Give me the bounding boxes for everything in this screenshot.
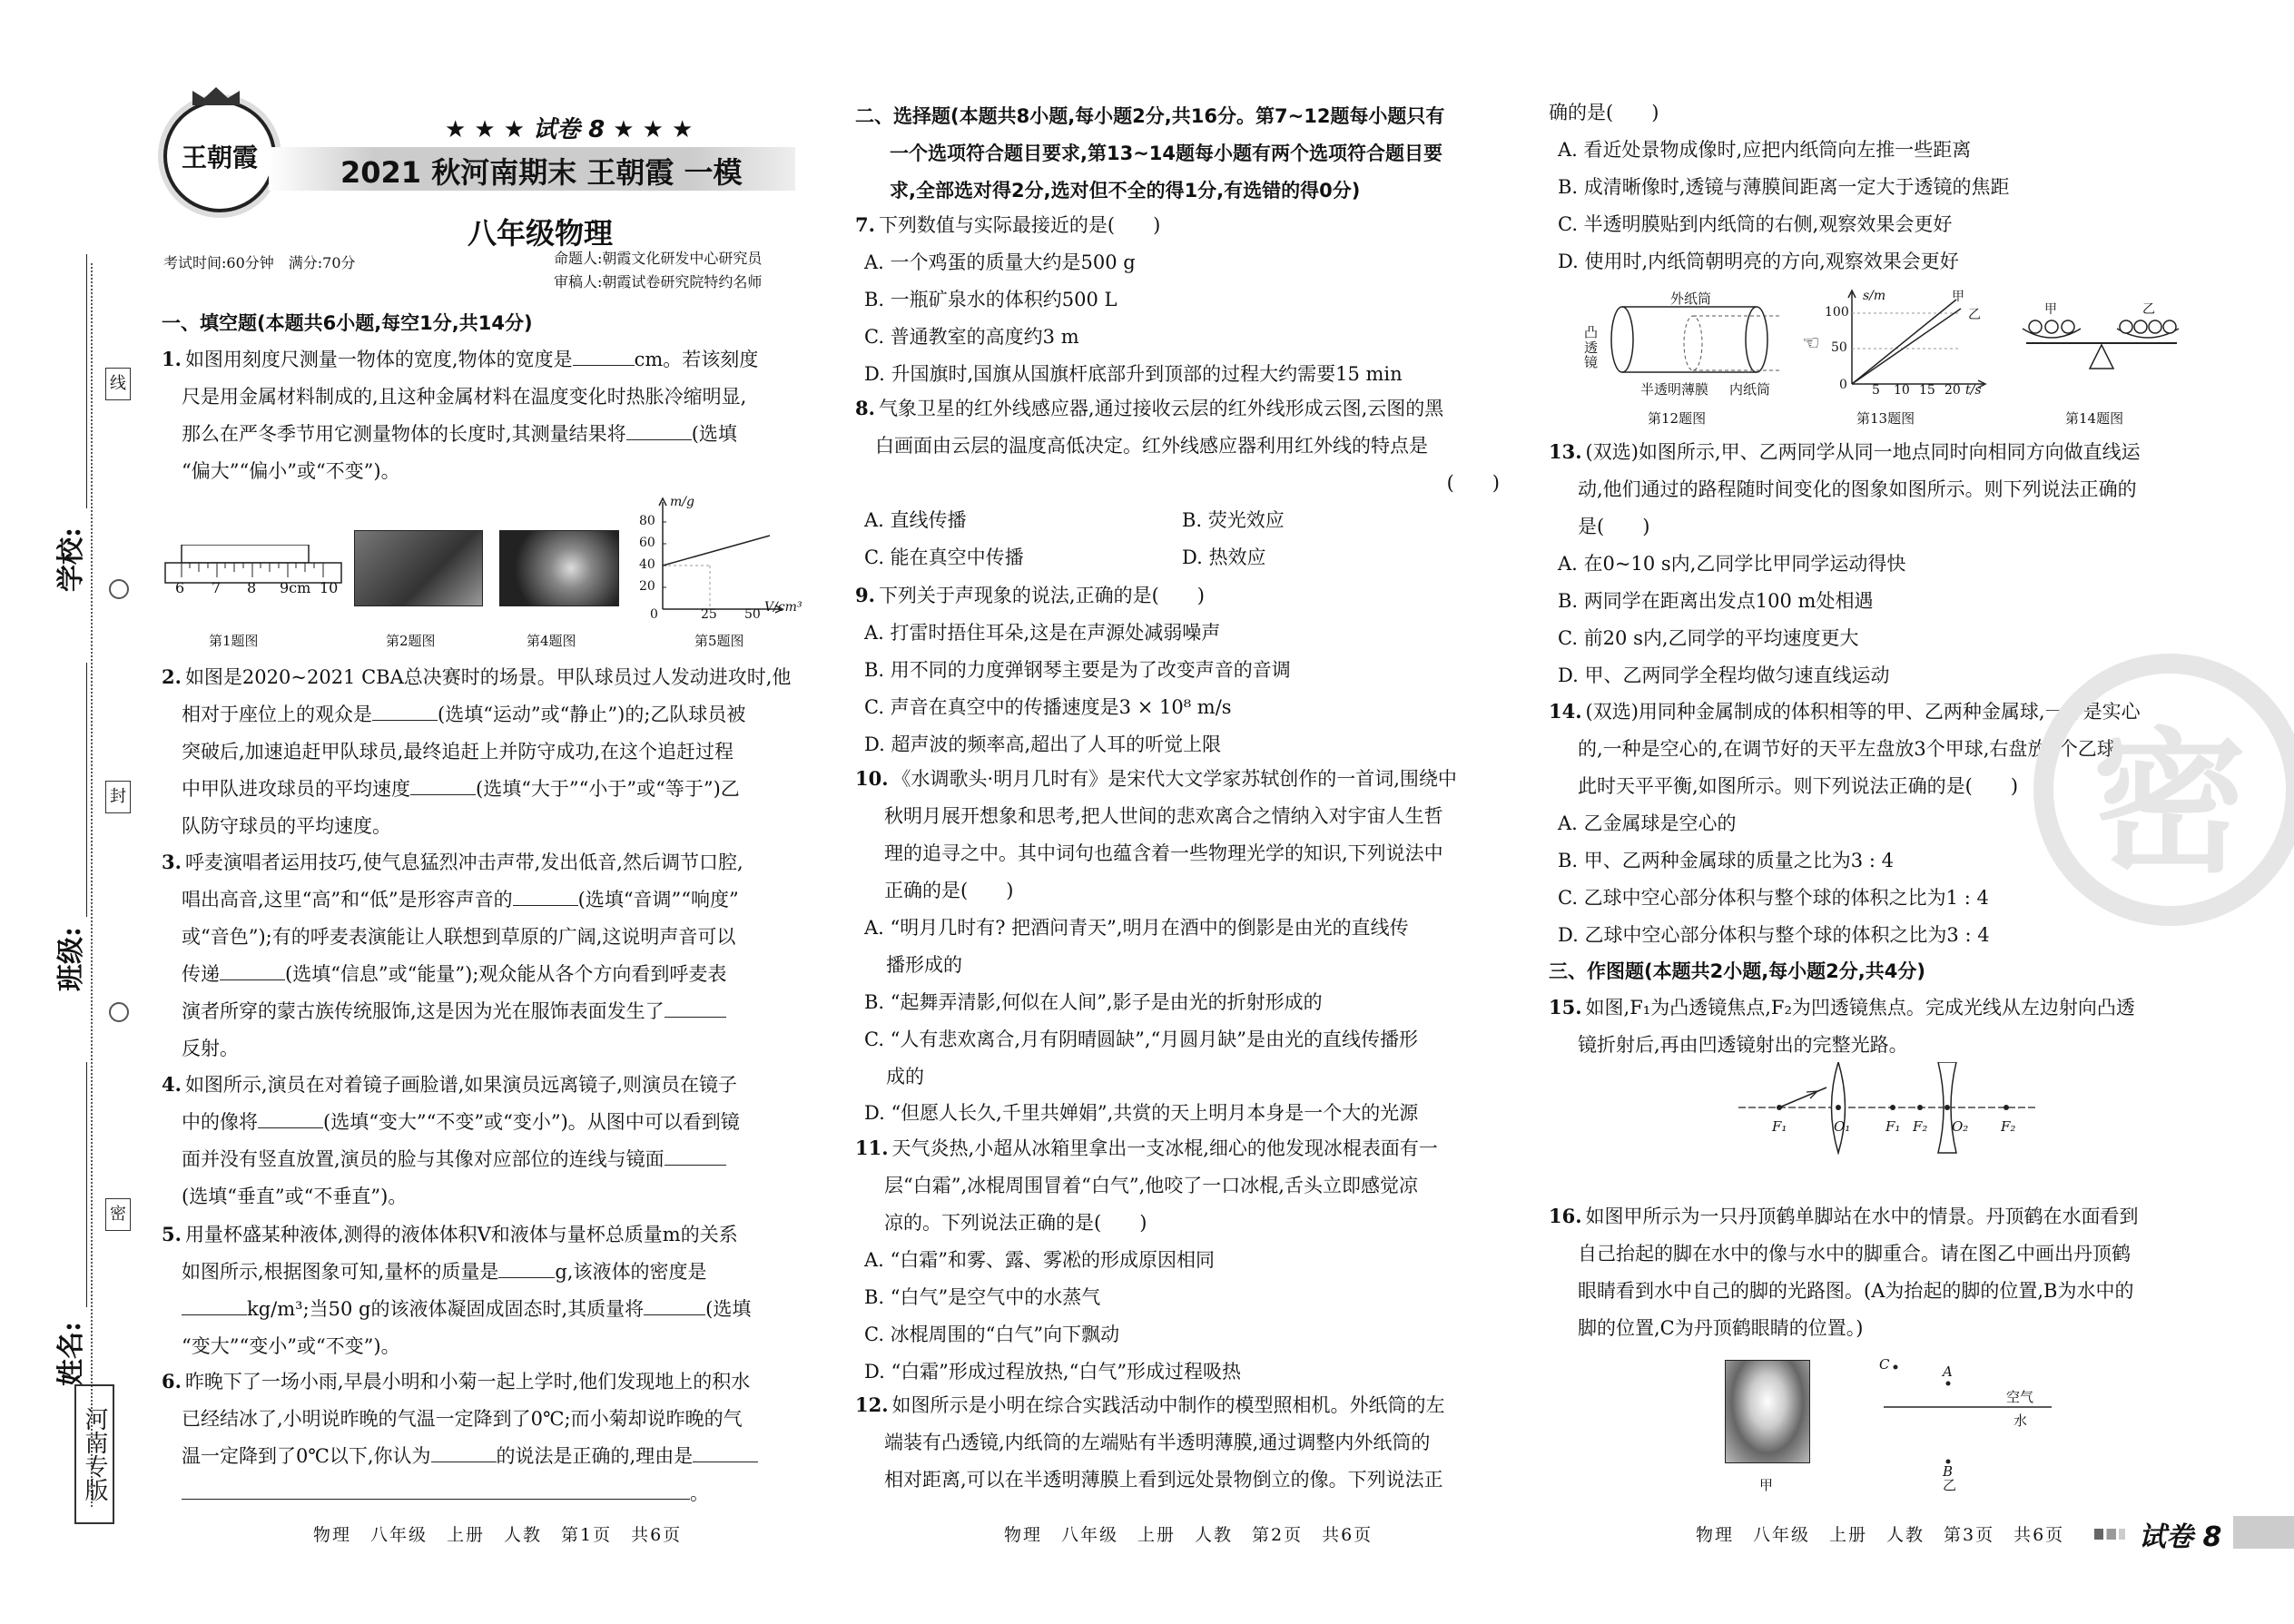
- caption-fig12: 第12题图: [1648, 410, 1707, 427]
- exam-time-score: 考试时间:60分钟 满分:70分: [163, 254, 356, 271]
- answer-blank[interactable]: [644, 1298, 705, 1315]
- question-15: 15. 如图,F₁为凸透镜焦点,F₂为凹透镜焦点。完成光线从左边射向凸透 镜折射后,再由凹透镜射出的完整光路。: [1549, 996, 2135, 1056]
- question-13: 13. (双选)如图所示,甲、乙两同学从同一地点同时向相同方向做直线运 动,他们通过的路程随时间变化的图象如图所示。则下列说法正确的 是( ) A. 在0~10 s内,乙同学比甲同学运动得快 B. 两同学在距离出发点100 m处相遇 C. 前20 s内,乙同学的平均速度更大 D. 甲、乙两同学全程均做匀速直线运动: [1549, 434, 2202, 694]
- exam-title: 2021 秋河南期末 王朝霞 一模: [340, 155, 743, 190]
- answer-blank[interactable]: [431, 1445, 497, 1462]
- density-graph: m/g 80 60 40 20 0 25 50 V/cm³: [639, 495, 802, 622]
- question-4: 4. 如图所示,演员在对着镜子画脸谱,如果演员远离镜子,则演员在镜子 中的像将 (选填“变大”“不变”或“变小”)。从图中可以看到镜 面并没有竖直放置,演员的脸与其像对应部位的连线与镜面 (选填“垂直”或“不垂直”)。: [162, 1073, 740, 1207]
- option-b[interactable]: B. 甲、乙两种金属球的质量之比为3 : 4: [1558, 849, 1894, 871]
- caption-fig4: 第4题图: [527, 633, 576, 649]
- section-choice: 二、选择题(本题共8小题,每小题2分,共16分。第7~12题每小题只有 一个选项符合题目要求,第13~14题每小题有两个选项符合题目要 求,全部选对得2分,选对但不全的得1分,有选错的得0分): [855, 105, 1445, 202]
- option-b[interactable]: B. 两同学在距离出发点100 m处相遇: [1558, 589, 1874, 612]
- brand-logo-text: 王朝霞: [181, 143, 258, 172]
- name-label: 姓名:: [55, 1321, 87, 1386]
- seal-label-line: 线: [105, 368, 131, 400]
- answer-blank[interactable]: [182, 1298, 247, 1315]
- answer-blank[interactable]: [498, 1261, 555, 1278]
- crane-photo: [1725, 1360, 1810, 1463]
- option-a[interactable]: A. 看近处景物成像时,应把内纸筒向左推一些距离: [1558, 138, 1972, 161]
- option-a[interactable]: A. 乙金属球是空心的: [1558, 812, 1737, 834]
- school-label: 学校:: [55, 527, 87, 592]
- crane-caption-jia: 甲: [1759, 1477, 1774, 1493]
- question-1: 1. 如图用刻度尺测量一物体的宽度,物体的宽度是 cm。若该刻度 尺是用金属材料制成的,且这种金属材料在温度变化时热胀冷缩明显, 那么在严冬季节用它测量物体的长度时,其测量结果将 (选填 “偏大”“偏小”或“不变”)。: [162, 348, 759, 482]
- seal-label-seal: 封: [105, 781, 131, 813]
- option-c[interactable]: C. 冰棍周围的“白气”向下飘动: [864, 1323, 1120, 1345]
- question-11: 11. 天气炎热,小超从冰箱里拿出一支冰棍,细心的他发现冰棍表面有一 层“白霜”,冰棍周围冒着“白气”,他咬了一口冰棍,舌头立即感觉凉 凉的。下列说法正确的是( ) A. “白霜”和雾、露、雾凇的形成原因相同 B. “白气”是空气中的水蒸气 C. 冰棍周围的“白气”向下飘动 D. “白霜”形成过程放热,“白气”形成过程吸热: [855, 1130, 1509, 1391]
- basketball-photo: [354, 530, 483, 606]
- answer-blank[interactable]: [220, 963, 285, 980]
- footer-tag-bar: [2233, 1516, 2294, 1549]
- st-graph: s/m 100 50 0 5 10 15 20 t/s 甲 乙: [1825, 289, 2006, 398]
- question-9: 9. 下列关于声现象的说法,正确的是( ) A. 打雷时捂住耳朵,这是在声源处减弱噪声 B. 用不同的力度弹钢琴主要是为了改变声音的音调 C. 声音在真空中的传播速度是3 × 10⁸ m/s D. 超声波的频率高,超出了人耳的听觉上限: [855, 577, 1509, 763]
- footer-squares-icon: [2094, 1529, 2125, 1540]
- brand-logo: [163, 100, 276, 212]
- binding-hole-icon: [109, 579, 129, 599]
- option-c[interactable]: C. 前20 s内,乙同学的平均速度更大: [1558, 626, 1859, 649]
- crane-diagram[interactable]: C A B 空气 水: [1879, 1356, 2034, 1480]
- option-b[interactable]: B. 成清晰像时,透镜与薄膜间距离一定大于透镜的焦距: [1558, 175, 2010, 198]
- caption-fig14: 第14题图: [2065, 410, 2124, 427]
- section-drawing: 三、作图题(本题共2小题,每小题2分,共4分): [1549, 960, 1925, 982]
- lens-diagram[interactable]: F₁ O₁ F₁ F₂ O₂ F₂: [1734, 1062, 2043, 1162]
- question-5: 5. 用量杯盛某种液体,测得的液体体积V和液体与量杯总质量m的关系 如图所示,根据图象可知,量杯的质量是 g,该液体的密度是 kg/m³;当50 g的该液体凝固成固态时,其质量将 (选填 “变大”“变小”或“不变”)。: [162, 1223, 752, 1357]
- answer-blank[interactable]: [665, 1148, 726, 1166]
- question-8: 8. 气象卫星的红外线感应器,通过接收云层的红外线形成云图,云图的黑 白画面由云层的温度高低决定。红外线感应器利用红外线的特点是 ( ) A. 直线传播 B. 荧光效应 C. 能在真空中传播 D. 热效应: [855, 390, 1509, 576]
- option-d[interactable]: D. 升国旗时,国旗从国旗杆底部升到顶部的过程大约需要15 min: [864, 362, 1403, 385]
- option-b[interactable]: B. “起舞弄清影,何似在人间”,影子是由光的折射形成的: [864, 990, 1323, 1013]
- ruler-figure: 6 7 8 9cm 10: [163, 545, 345, 599]
- option-d[interactable]: D. 使用时,内纸筒朝明亮的方向,观察效果会更好: [1558, 250, 1959, 272]
- question-6: 6. 昨晚下了一场小雨,早晨小明和小菊一起上学时,他们发现地上的积水 已经结冰了,小明说昨晚的气温一定降到了0℃;而小菊却说昨晚的气 温一定降到了0℃以下,你认为 的说法是正确的,理由是 。: [162, 1363, 815, 1512]
- answer-blank[interactable]: [182, 1482, 690, 1500]
- option-a[interactable]: A. 一个鸡蛋的质量大约是500 g: [864, 251, 1136, 273]
- answer-blank[interactable]: [513, 889, 578, 906]
- option-c[interactable]: C. 普通教室的高度约3 m: [864, 325, 1079, 348]
- caption-fig2: 第2题图: [386, 633, 436, 649]
- option-d[interactable]: D. 超声波的频率高,超出了人耳的听觉上限: [864, 733, 1222, 755]
- question-16: 16. 如图甲所示为一只丹顶鹤单脚站在水中的情景。丹顶鹤在水面看到 自己抬起的脚在水中的像与水中的脚重合。请在图乙中画出丹顶鹤 眼睛看到水中自己的脚的光路图。(A为抬起的脚的位置,B为水中的 脚的位置,C为丹顶鹤眼睛的位置。): [1549, 1205, 2139, 1339]
- option-a[interactable]: A. “白霜”和雾、露、雾凇的形成原因相同: [864, 1248, 1215, 1271]
- hand-pointer-icon: ☜: [1802, 332, 1820, 355]
- option-a[interactable]: A. “明月几时有? 把酒问青天”,明月在酒中的倒影是由光的直线传 播形成的: [864, 916, 1409, 976]
- edition-badge: 河南专版: [74, 1384, 114, 1524]
- class-label: 班级:: [55, 926, 87, 991]
- binding-hole-icon: [109, 1002, 129, 1022]
- option-b[interactable]: B. 荧光效应: [1182, 508, 1285, 531]
- answer-blank[interactable]: [258, 1111, 323, 1128]
- option-d[interactable]: D. “但愿人长久,千里共婵娟”,共赏的天上明月本身是一个大的光源: [864, 1102, 1419, 1125]
- pinhole-camera-figure: 外纸筒 凸透镜 半透明薄膜 内纸筒: [1584, 290, 1771, 398]
- answer-blank[interactable]: [665, 1000, 726, 1018]
- makeup-mirror-photo: [499, 530, 619, 606]
- question-10: 10. 《水调歌头·明月几时有》是宋代大文学家苏轼创作的一首词,围绕中 秋明月展开想象和思考,把人世间的悲欢离合之情纳入对宇宙人生哲 理的追寻之中。其中词句也蕴含着一些物理光学的知识,下列说法中 正确的是( ) A. “明月几时有? 把酒问青天”,明月在酒中的倒影是由光的直线传 播形成的 B. “起舞弄清影,何似在人间”,影子是由光的折射形成的 C. “人有悲欢离合,月有阴晴圆缺”,“月圆月缺”是由光的直线传播形 成的 D. “但愿人长久,千里共婵娟”,共赏的天上明月本身是一个大的光源: [855, 761, 1509, 1132]
- caption-fig1: 第1题图: [209, 633, 259, 649]
- seal-label-close: 密: [105, 1198, 131, 1231]
- option-b[interactable]: B. 一瓶矿泉水的体积约500 L: [864, 288, 1117, 310]
- question-14: 14. (双选)用同种金属制成的体积相等的甲、乙两种金属球,一种是实心 的,一种是空心的,在调节好的天平左盘放3个甲球,右盘放4个乙球, 此时天平平衡,如图所示。则下列说法正确的是( ) A. 乙金属球是空心的 B. 甲、乙两种金属球的质量之比为3 : 4 C. 乙球中空心部分体积与整个球的体积之比为1 : 4 D. 乙球中空心部分体积与整个球的体积之比为3 : 4: [1549, 694, 2202, 954]
- option-d[interactable]: D. 甲、乙两同学全程均做匀速直线运动: [1558, 664, 1890, 686]
- footer-page-3: 物理 八年级 上册 人教 第3页 共6页: [1696, 1525, 2065, 1545]
- question-7: 7. 下列数值与实际最接近的是( ) A. 一个鸡蛋的质量大约是500 g B. 一瓶矿泉水的体积约500 L C. 普通教室的高度约3 m D. 升国旗时,国旗从国旗杆底部升到顶部的过程大约需要15 min: [855, 207, 1509, 393]
- option-c[interactable]: C. 声音在真空中的传播速度是3 × 10⁸ m/s: [864, 695, 1232, 718]
- exam-badge: ★ ★ ★ 试卷 8 ★ ★ ★: [445, 116, 694, 143]
- question-2: 2. 如图是2020~2021 CBA总决赛时的场景。甲队球员过人发动进攻时,他 相对于座位上的观众是 (选填“运动”或“静止”)的;乙队球员被 突破后,加速追赶甲队球员,最终追赶上并防守成功,在这个追赶过程 中甲队进攻球员的平均速度 (选填“大于”“小于”或“等于”)乙 队防守球员的平均速度。: [162, 665, 792, 837]
- option-a[interactable]: A. 直线传播: [864, 508, 967, 531]
- answer-blank[interactable]: [693, 1445, 758, 1462]
- subject-title: 八年级物理: [468, 216, 614, 251]
- option-b[interactable]: B. “白气”是空气中的水蒸气: [864, 1285, 1101, 1308]
- option-a[interactable]: A. 打雷时捂住耳朵,这是在声源处减弱噪声: [864, 621, 1221, 644]
- answer-blank[interactable]: [626, 423, 692, 440]
- option-a[interactable]: A. 在0~10 s内,乙同学比甲同学运动得快: [1558, 552, 1906, 575]
- author: 命题人:朝霞文化研发中心研究员: [554, 250, 763, 267]
- option-c[interactable]: C. 乙球中空心部分体积与整个球的体积之比为1 : 4: [1558, 886, 1989, 909]
- option-d[interactable]: D. 热效应: [1182, 546, 1266, 568]
- name-field[interactable]: [50, 1062, 87, 1386]
- crane-caption-yi: 乙: [1943, 1477, 1957, 1493]
- option-c[interactable]: C. 半透明膜贴到内纸筒的右侧,观察效果会更好: [1558, 212, 1953, 235]
- caption-fig13: 第13题图: [1856, 410, 1915, 427]
- confidential-watermark: 密: [2033, 654, 2294, 926]
- reviewer: 审稿人:朝霞试卷研究院特约名师: [554, 273, 763, 290]
- crown-icon: [192, 87, 240, 105]
- footer-page-1: 物理 八年级 上册 人教 第1页 共6页: [313, 1525, 683, 1545]
- option-c[interactable]: C. 能在真空中传播: [864, 546, 1024, 568]
- class-field[interactable]: [50, 663, 87, 991]
- footer-exam-tag: 试卷 8: [2139, 1521, 2222, 1553]
- balance-figure: 甲 乙: [2015, 300, 2188, 390]
- section-fill-blank: 一、填空题(本题共6小题,每空1分,共14分): [162, 312, 533, 334]
- option-c[interactable]: C. “人有悲欢离合,月有阴晴圆缺”,“月圆月缺”是由光的直线传播形 成的: [864, 1028, 1418, 1088]
- school-field[interactable]: [50, 254, 87, 592]
- answer-blank[interactable]: [410, 778, 476, 795]
- option-d[interactable]: D. “白霜”形成过程放热,“白气”形成过程吸热: [864, 1360, 1242, 1383]
- footer-page-2: 物理 八年级 上册 人教 第2页 共6页: [1004, 1525, 1373, 1545]
- option-d[interactable]: D. 乙球中空心部分体积与整个球的体积之比为3 : 4: [1558, 923, 1990, 946]
- answer-blank[interactable]: [573, 349, 635, 366]
- option-b[interactable]: B. 用不同的力度弹钢琴主要是为了改变声音的音调: [864, 658, 1291, 681]
- question-12: 12. 如图所示是小明在综合实践活动中制作的模型照相机。外纸筒的左 端装有凸透镜,内纸筒的左端贴有半透明薄膜,通过调整内外纸筒的 相对距离,可以在半透明薄膜上看到远处景物倒立的像。下列说法正: [855, 1393, 1445, 1491]
- question-3: 3. 呼麦演唱者运用技巧,使气息猛烈冲击声带,发出低音,然后调节口腔, 唱出高音,这里“高”和“低”是形容声音的 (选填“音调”“响度” 或“音色”);有的呼麦表演能让人联想到草原的广阔,这说明声音可以 传递 (选填“信息”或“能量”);观众能从各个方向看到呼麦表 演者所穿的蒙古族传统服饰,这是因为光在服饰表面发生了 反射。: [162, 851, 743, 1059]
- answer-blank[interactable]: [372, 704, 438, 721]
- caption-fig5: 第5题图: [694, 633, 744, 649]
- question-12-cont: 确的是( ) A. 看近处景物成像时,应把内纸筒向左推一些距离 B. 成清晰像时,透镜与薄膜间距离一定大于透镜的焦距 C. 半透明膜贴到内纸筒的右侧,观察效果会更好 D. 使用时,内纸筒朝明亮的方向,观察效果会更好: [1549, 94, 2202, 281]
